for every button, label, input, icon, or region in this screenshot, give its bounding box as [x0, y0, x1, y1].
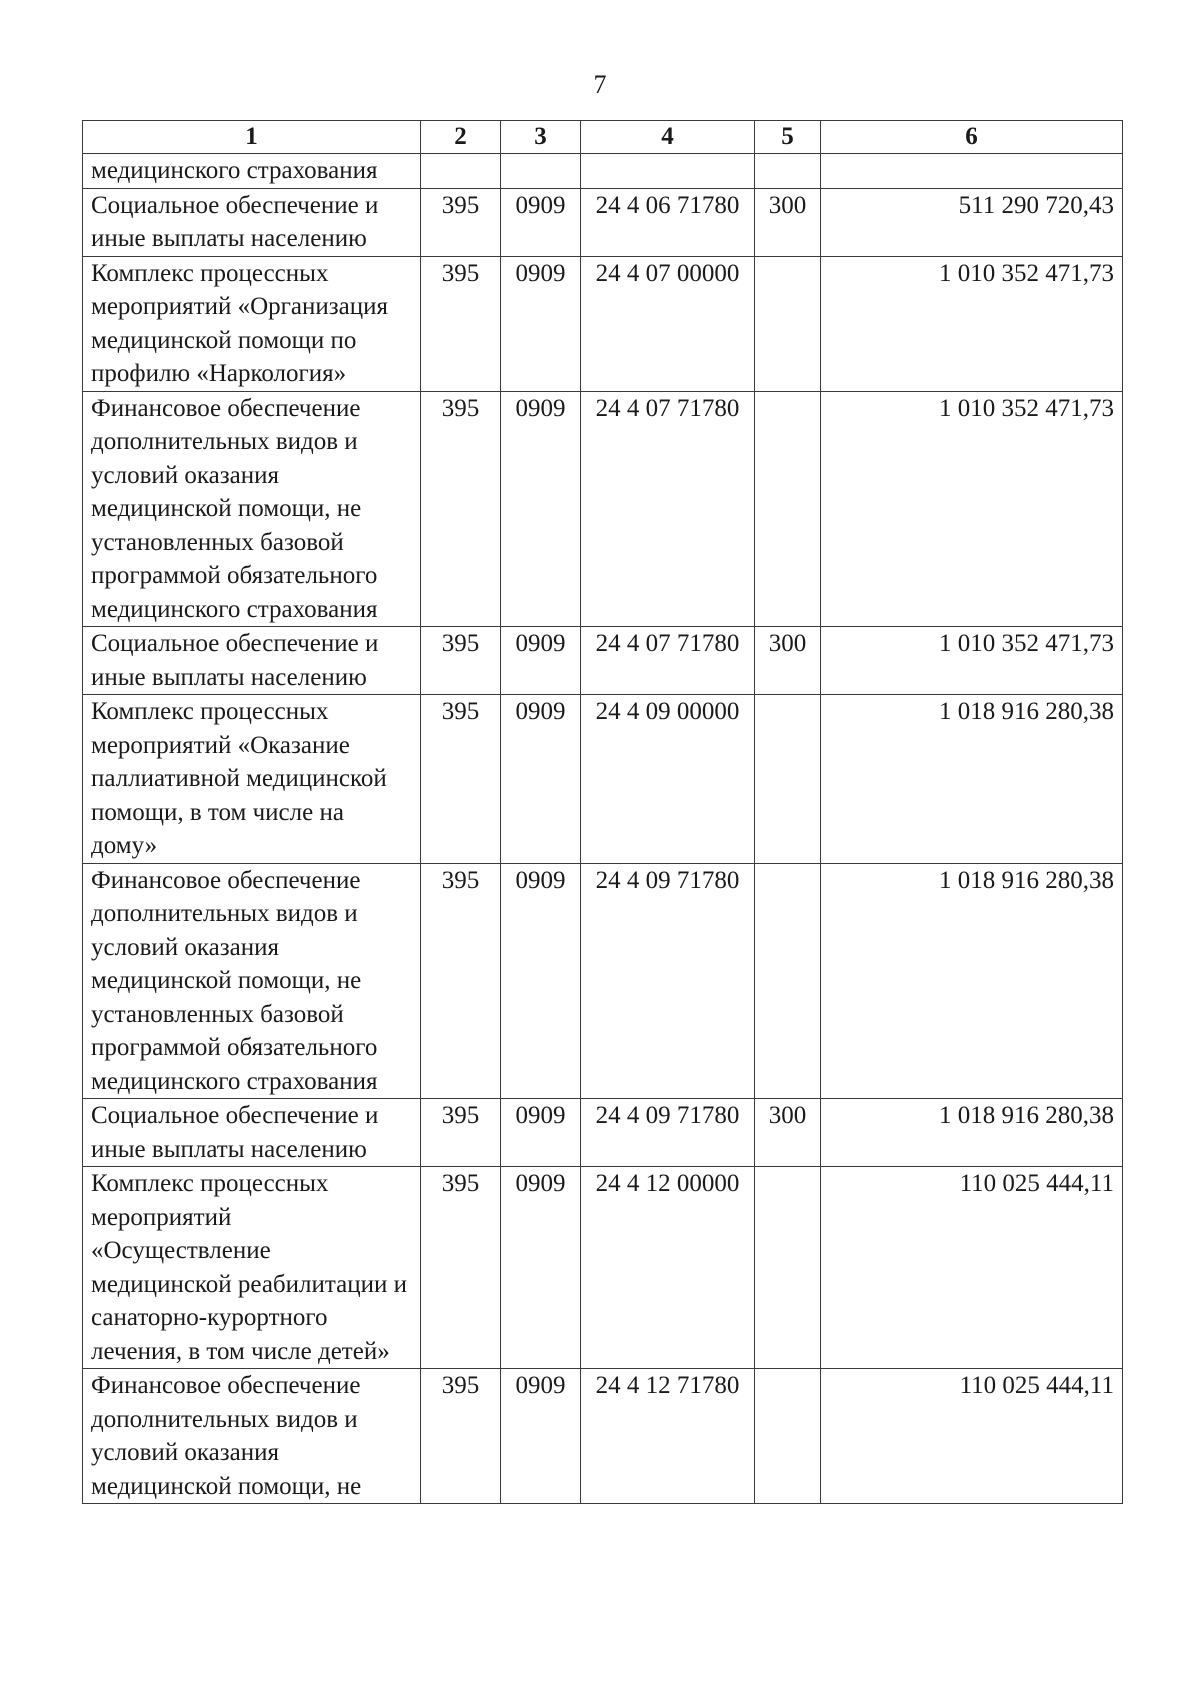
row-amount	[821, 154, 1123, 189]
column-header: 3	[501, 121, 581, 154]
row-name: медицинского страхования	[83, 154, 421, 189]
row-section: 0909	[501, 863, 581, 1099]
row-expense-type: 300	[755, 188, 821, 256]
row-expense-type	[755, 154, 821, 189]
row-target-article: 24 4 12 00000	[581, 1167, 755, 1369]
row-section: 0909	[501, 256, 581, 391]
row-target-article: 24 4 12 71780	[581, 1369, 755, 1504]
row-expense-type	[755, 391, 821, 627]
table-row	[83, 1167, 1123, 1369]
row-admin-code: 395	[421, 1369, 501, 1504]
row-section	[501, 154, 581, 189]
table-header	[83, 121, 1123, 154]
row-expense-type: 300	[755, 1099, 821, 1167]
page-number: 7	[593, 70, 607, 99]
row-amount: 110 025 444,11	[821, 1167, 1123, 1369]
budget-table	[82, 120, 1123, 1504]
row-admin-code	[421, 154, 501, 189]
column-header: 4	[581, 121, 755, 154]
table-row	[83, 188, 1123, 256]
row-section: 0909	[501, 188, 581, 256]
row-amount: 1 010 352 471,73	[821, 391, 1123, 627]
row-expense-type: 300	[755, 627, 821, 695]
row-admin-code: 395	[421, 1167, 501, 1369]
table-row	[83, 1099, 1123, 1167]
row-amount: 1 018 916 280,38	[821, 863, 1123, 1099]
row-target-article: 24 4 07 00000	[581, 256, 755, 391]
row-admin-code: 395	[421, 695, 501, 864]
row-name: Социальное обеспечение и иные выплаты населению	[83, 1099, 421, 1167]
row-target-article: 24 4 06 71780	[581, 188, 755, 256]
row-expense-type	[755, 695, 821, 864]
row-name: Комплекс процессных мероприятий «Осуществление медицинской реабилитации и санаторно-курортного лечения, в том числе детей»	[83, 1167, 421, 1369]
row-admin-code: 395	[421, 188, 501, 256]
row-name: Финансовое обеспечение дополнительных видов и условий оказания медицинской помощи, не установленных базовой программой обязательного медицинского страхования	[83, 863, 421, 1099]
row-section: 0909	[501, 695, 581, 864]
table-row	[83, 391, 1123, 627]
row-admin-code: 395	[421, 391, 501, 627]
table-row	[83, 695, 1123, 864]
row-name: Социальное обеспечение и иные выплаты населению	[83, 627, 421, 695]
row-admin-code: 395	[421, 1099, 501, 1167]
row-admin-code: 395	[421, 256, 501, 391]
row-name: Комплекс процессных мероприятий «Оказание паллиативной медицинской помощи, в том числе на дому»	[83, 695, 421, 864]
table-row	[83, 1369, 1123, 1504]
row-expense-type	[755, 1167, 821, 1369]
row-target-article: 24 4 09 00000	[581, 695, 755, 864]
table-row	[83, 627, 1123, 695]
row-section: 0909	[501, 391, 581, 627]
row-section: 0909	[501, 1099, 581, 1167]
row-name: Финансовое обеспечение дополнительных видов и условий оказания медицинской помощи, не	[83, 1369, 421, 1504]
table-row	[83, 154, 1123, 189]
row-amount: 511 290 720,43	[821, 188, 1123, 256]
table-row	[83, 863, 1123, 1099]
column-header: 6	[821, 121, 1123, 154]
row-target-article: 24 4 07 71780	[581, 391, 755, 627]
row-amount: 1 010 352 471,73	[821, 256, 1123, 391]
row-amount: 110 025 444,11	[821, 1369, 1123, 1504]
row-expense-type	[755, 256, 821, 391]
row-name: Социальное обеспечение и иные выплаты населению	[83, 188, 421, 256]
row-target-article	[581, 154, 755, 189]
row-expense-type	[755, 863, 821, 1099]
row-section: 0909	[501, 1167, 581, 1369]
row-name: Комплекс процессных мероприятий «Организация медицинской помощи по профилю «Наркология»	[83, 256, 421, 391]
row-admin-code: 395	[421, 627, 501, 695]
row-section: 0909	[501, 1369, 581, 1504]
row-amount: 1 018 916 280,38	[821, 1099, 1123, 1167]
row-section: 0909	[501, 627, 581, 695]
table-row	[83, 256, 1123, 391]
row-target-article: 24 4 09 71780	[581, 1099, 755, 1167]
row-target-article: 24 4 09 71780	[581, 863, 755, 1099]
column-header: 1	[83, 121, 421, 154]
column-header: 2	[421, 121, 501, 154]
header-row	[83, 121, 1123, 154]
row-expense-type	[755, 1369, 821, 1504]
column-header: 5	[755, 121, 821, 154]
row-amount: 1 010 352 471,73	[821, 627, 1123, 695]
table-body	[83, 154, 1123, 1504]
row-target-article: 24 4 07 71780	[581, 627, 755, 695]
row-admin-code: 395	[421, 863, 501, 1099]
row-amount: 1 018 916 280,38	[821, 695, 1123, 864]
row-name: Финансовое обеспечение дополнительных видов и условий оказания медицинской помощи, не установленных базовой программой обязательного медицинского страхования	[83, 391, 421, 627]
